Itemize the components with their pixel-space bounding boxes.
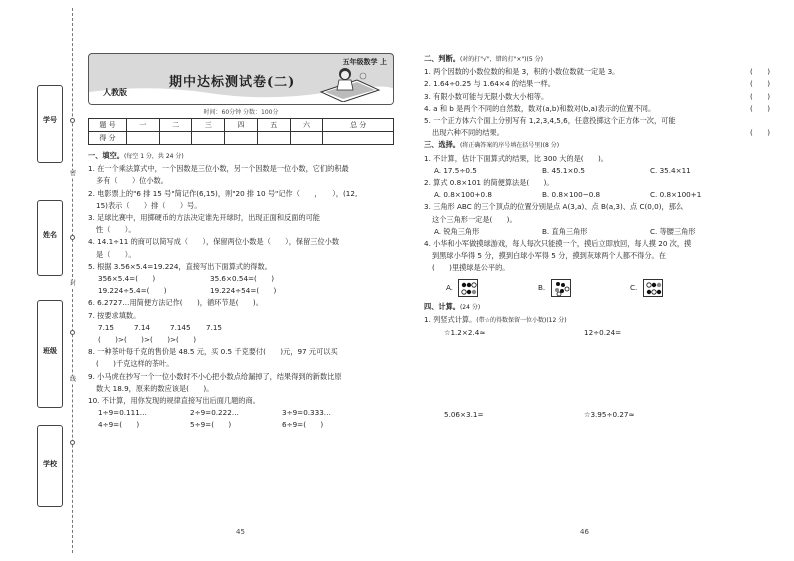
calc-item: 5.06×3.1= xyxy=(444,410,484,420)
ball-box-b-icon xyxy=(551,279,571,297)
question-3: 3. 足球比赛中，用掷硬币的方法决定谁先开球时，出现正面和反面的可能 xyxy=(88,213,320,223)
judge-1: 1. 两个因数的小数位数的和是 3，积的小数位数就一定是 3。 ( ) xyxy=(424,66,770,78)
score-table-header-row xyxy=(89,119,394,132)
score-header-cell: 四 xyxy=(225,119,258,132)
q5-item: 19.224÷5.4=( ) xyxy=(98,286,167,296)
score-table-row xyxy=(89,132,394,145)
score-cell[interactable] xyxy=(290,132,323,145)
judge-5: 5. 一个正方体六个面上分别写有 1,2,3,4,5,6，任意投掷这个正方体一次，可能 xyxy=(424,116,676,126)
section-true-false: 二、判断。(对的打"√"，错的打"×")(5 分) xyxy=(424,54,543,63)
score-header-cell: 题 号 xyxy=(89,119,127,132)
class-box xyxy=(37,300,63,408)
q10-item: 5÷9=( ) xyxy=(190,420,232,430)
choice-3-cont: 这个三角形一定是( )。 xyxy=(432,214,517,224)
answer-paren[interactable]: ( ) xyxy=(750,128,770,138)
question-2-cont: 15)表示（ ）排（ ）号。 xyxy=(96,200,202,210)
exam-header xyxy=(88,53,394,105)
section-choice: 三、选择。(将正确答案的序号填在括号里)(8 分) xyxy=(424,140,560,150)
exam-title: 期中达标测试卷(二) xyxy=(169,75,296,90)
q5-item: 356×5.4=( ) xyxy=(98,274,156,284)
choice-4: 4. 小华和小军做摸球游戏，每人每次只能摸一个，摸后立即放回，每人摸 20 次，摸 xyxy=(424,239,692,249)
answer-paren[interactable]: ( ) xyxy=(750,91,770,101)
score-header-cell: 一 xyxy=(127,119,160,132)
binding-hole xyxy=(70,235,75,240)
q7-number: 7.15 xyxy=(206,322,223,332)
score-header-cell: 五 xyxy=(257,119,290,132)
choice-option[interactable]: B. 45.1×0.5 xyxy=(542,165,585,175)
question-7: 7. 按要求填数。 xyxy=(88,310,141,320)
ball-box-option-c[interactable]: C. xyxy=(630,279,663,297)
q7-number: 7.1̇4̇ xyxy=(134,322,151,332)
page-number-right: 46 xyxy=(580,528,589,536)
question-2: 2. 电影票上的"6 排 15 号"简记作(6,15)，则"20 排 10 号"记作（ ， ），(12, xyxy=(88,188,358,198)
calc-work-space[interactable] xyxy=(424,339,770,409)
q10-item: 2÷9=0.222… xyxy=(190,408,239,418)
question-5: 5. 根据 3.56×5.4=19.224，直接写出下面算式的得数。 xyxy=(88,261,272,271)
choice-3-options xyxy=(424,226,770,238)
calc-1: 1. 列竖式计算。(带☆的得数保留一位小数)(12 分) xyxy=(424,314,567,324)
q7-number: 7.14̇5̇ xyxy=(170,322,191,332)
q5-item: 19.224÷54=( ) xyxy=(210,286,277,296)
choice-4-options xyxy=(424,275,770,301)
score-cell[interactable] xyxy=(192,132,225,145)
judge-4: 4. a 和 b 是两个不同的自然数，数对(a,b)和数对(b,a)表示的位置不同。 ( ) xyxy=(424,103,770,115)
score-header-cell: 总 分 xyxy=(323,119,394,132)
question-1: 1. 在一个乘法算式中，一个因数是三位小数，另一个因数是一位小数，它们的积最 xyxy=(88,164,349,174)
question-10: 10. 不计算，用你发现的规律直接写出后面几题的商。 xyxy=(88,396,260,406)
choice-option[interactable]: A. 17.5÷0.5 xyxy=(434,165,477,175)
answer-paren[interactable]: ( ) xyxy=(750,79,770,89)
choice-4-cont: 到黑球小华得 5 分，摸到白球小军得 5 分，摸到灰球两个人都不得分。在 xyxy=(432,251,666,261)
student-illustration-icon xyxy=(317,66,381,102)
ball-box-option-b[interactable]: B. xyxy=(538,279,630,297)
school-label: 学校 xyxy=(39,460,61,469)
ball-box-c-icon xyxy=(643,279,663,297)
score-cell[interactable] xyxy=(159,132,192,145)
question-7-blanks: ( )>( )>( )>( ) xyxy=(98,335,197,345)
calc-item: ☆3.95÷0.27≈ xyxy=(584,410,635,420)
question-5-items xyxy=(88,285,408,297)
choice-option[interactable]: B. 0.8×100−0.8 xyxy=(542,190,601,200)
question-4: 4. 14.1÷11 的商可以简写成（ ），保留两位小数是（ ），保留三位小数 xyxy=(88,237,340,247)
choice-2: 2. 算式 0.8×101 的简便算法是( )。 xyxy=(424,178,554,188)
question-8: 8. 一种茶叶每千克的售价是 48.5 元，买 0.5 千克要付( )元，97 元可以买 xyxy=(88,347,338,357)
choice-1: 1. 不计算，估计下面算式的结果，比 300 大的是( )。 xyxy=(424,153,608,163)
score-header-cell: 二 xyxy=(159,119,192,132)
question-1-cont: 多有（ ）位小数。 xyxy=(96,176,168,186)
section-fill-in: 一、填空。(每空 1 分，共 24 分) xyxy=(88,151,184,160)
cut-char-mi: 密 xyxy=(69,170,76,177)
ball-box-a-icon xyxy=(458,279,478,297)
question-10-row xyxy=(88,419,408,431)
choice-option[interactable]: C. 35.4×11 xyxy=(650,165,691,175)
answer-paren[interactable]: ( ) xyxy=(750,103,770,113)
calc-row-2 xyxy=(424,409,770,421)
score-header-cell: 六 xyxy=(290,119,323,132)
calc-item: 12÷0.24= xyxy=(584,328,622,338)
grade-tag: 五年级数学 上 xyxy=(342,58,387,66)
choice-option[interactable]: C. 等腰三角形 xyxy=(650,226,696,236)
choice-option[interactable]: B. 直角三角形 xyxy=(542,226,588,236)
q10-item: 3÷9=0.333… xyxy=(282,408,331,418)
student-id-label: 学号 xyxy=(39,116,61,125)
choice-2-options xyxy=(424,189,770,201)
choice-1-options xyxy=(424,165,770,177)
edition-label: 人教版 xyxy=(103,88,127,97)
q10-item: 6÷9=( ) xyxy=(282,420,324,430)
q5-item: 35.6×0.54=( ) xyxy=(210,274,275,284)
q7-number: 7.15̇ xyxy=(98,322,115,332)
cut-char-xian: 线 xyxy=(69,376,76,383)
binding-hole xyxy=(70,118,75,123)
score-cell[interactable] xyxy=(323,132,394,145)
class-label: 班级 xyxy=(39,347,61,356)
ball-box-option-a[interactable]: A. xyxy=(446,279,538,297)
question-3-cont: 性（ ）。 xyxy=(96,225,136,235)
score-cell[interactable] xyxy=(225,132,258,145)
question-4-cont: 是（ ）。 xyxy=(96,249,136,259)
binding-hole xyxy=(70,440,75,445)
student-name-label: 姓名 xyxy=(39,231,61,240)
page-number-left: 45 xyxy=(236,528,245,536)
judge-5-cont: 出现六种不同的结果。 ( ) xyxy=(424,127,770,139)
calc-row-1 xyxy=(424,327,770,339)
binding-hole xyxy=(70,330,75,335)
score-row-label: 得 分 xyxy=(89,132,127,145)
score-cell[interactable] xyxy=(257,132,290,145)
q10-item: 1÷9=0.111… xyxy=(98,408,147,418)
judge-2: 2. 1.64÷0.25 与 1.64×4 的结果一样。 ( ) xyxy=(424,78,770,90)
question-7-numbers xyxy=(88,322,408,334)
choice-option[interactable]: A. 锐角三角形 xyxy=(434,226,480,236)
student-name-box xyxy=(37,200,63,276)
section-calculation: 四、计算。(24 分) xyxy=(424,301,481,311)
question-5-items xyxy=(88,273,408,285)
question-10-row xyxy=(88,407,408,419)
choice-3: 3. 三角形 ABC 的三个顶点的位置分别是点 A(3,a)、点 B(a,3)、点 C(0,0)，那么 xyxy=(424,202,684,212)
school-box xyxy=(37,425,63,507)
choice-option[interactable]: A. 0.8×100+0.8 xyxy=(434,190,492,200)
q10-item: 4÷9=( ) xyxy=(98,420,140,430)
student-id-box xyxy=(37,85,63,163)
choice-4-cont: ( )里摸球是公平的。 xyxy=(432,263,510,273)
right-column xyxy=(424,53,770,421)
question-8-cont: ( )千克这样的茶叶。 xyxy=(96,359,174,369)
score-header-cell: 三 xyxy=(192,119,225,132)
score-cell[interactable] xyxy=(127,132,160,145)
question-6: 6. 6.2727…用简便方法记作( )，循环节是( )。 xyxy=(88,298,263,308)
calc-item: ☆1.2×2.4≈ xyxy=(444,328,486,338)
question-9: 9. 小马虎在抄写一个一位小数时不小心把小数点给漏掉了，结果得到的新数比原 xyxy=(88,371,342,381)
left-column xyxy=(88,150,408,432)
choice-option[interactable]: C. 0.8×100+1 xyxy=(650,190,702,200)
cut-char-feng: 封 xyxy=(69,280,76,287)
score-table xyxy=(88,118,394,145)
question-9-cont: 数大 18.9，原来的数应该是( )。 xyxy=(96,383,214,393)
judge-3: 3. 有限小数可能与无限小数大小相等。 ( ) xyxy=(424,91,770,103)
exam-time-score: 时间：60分钟 分数：100分 xyxy=(203,109,279,116)
answer-paren[interactable]: ( ) xyxy=(750,67,770,77)
